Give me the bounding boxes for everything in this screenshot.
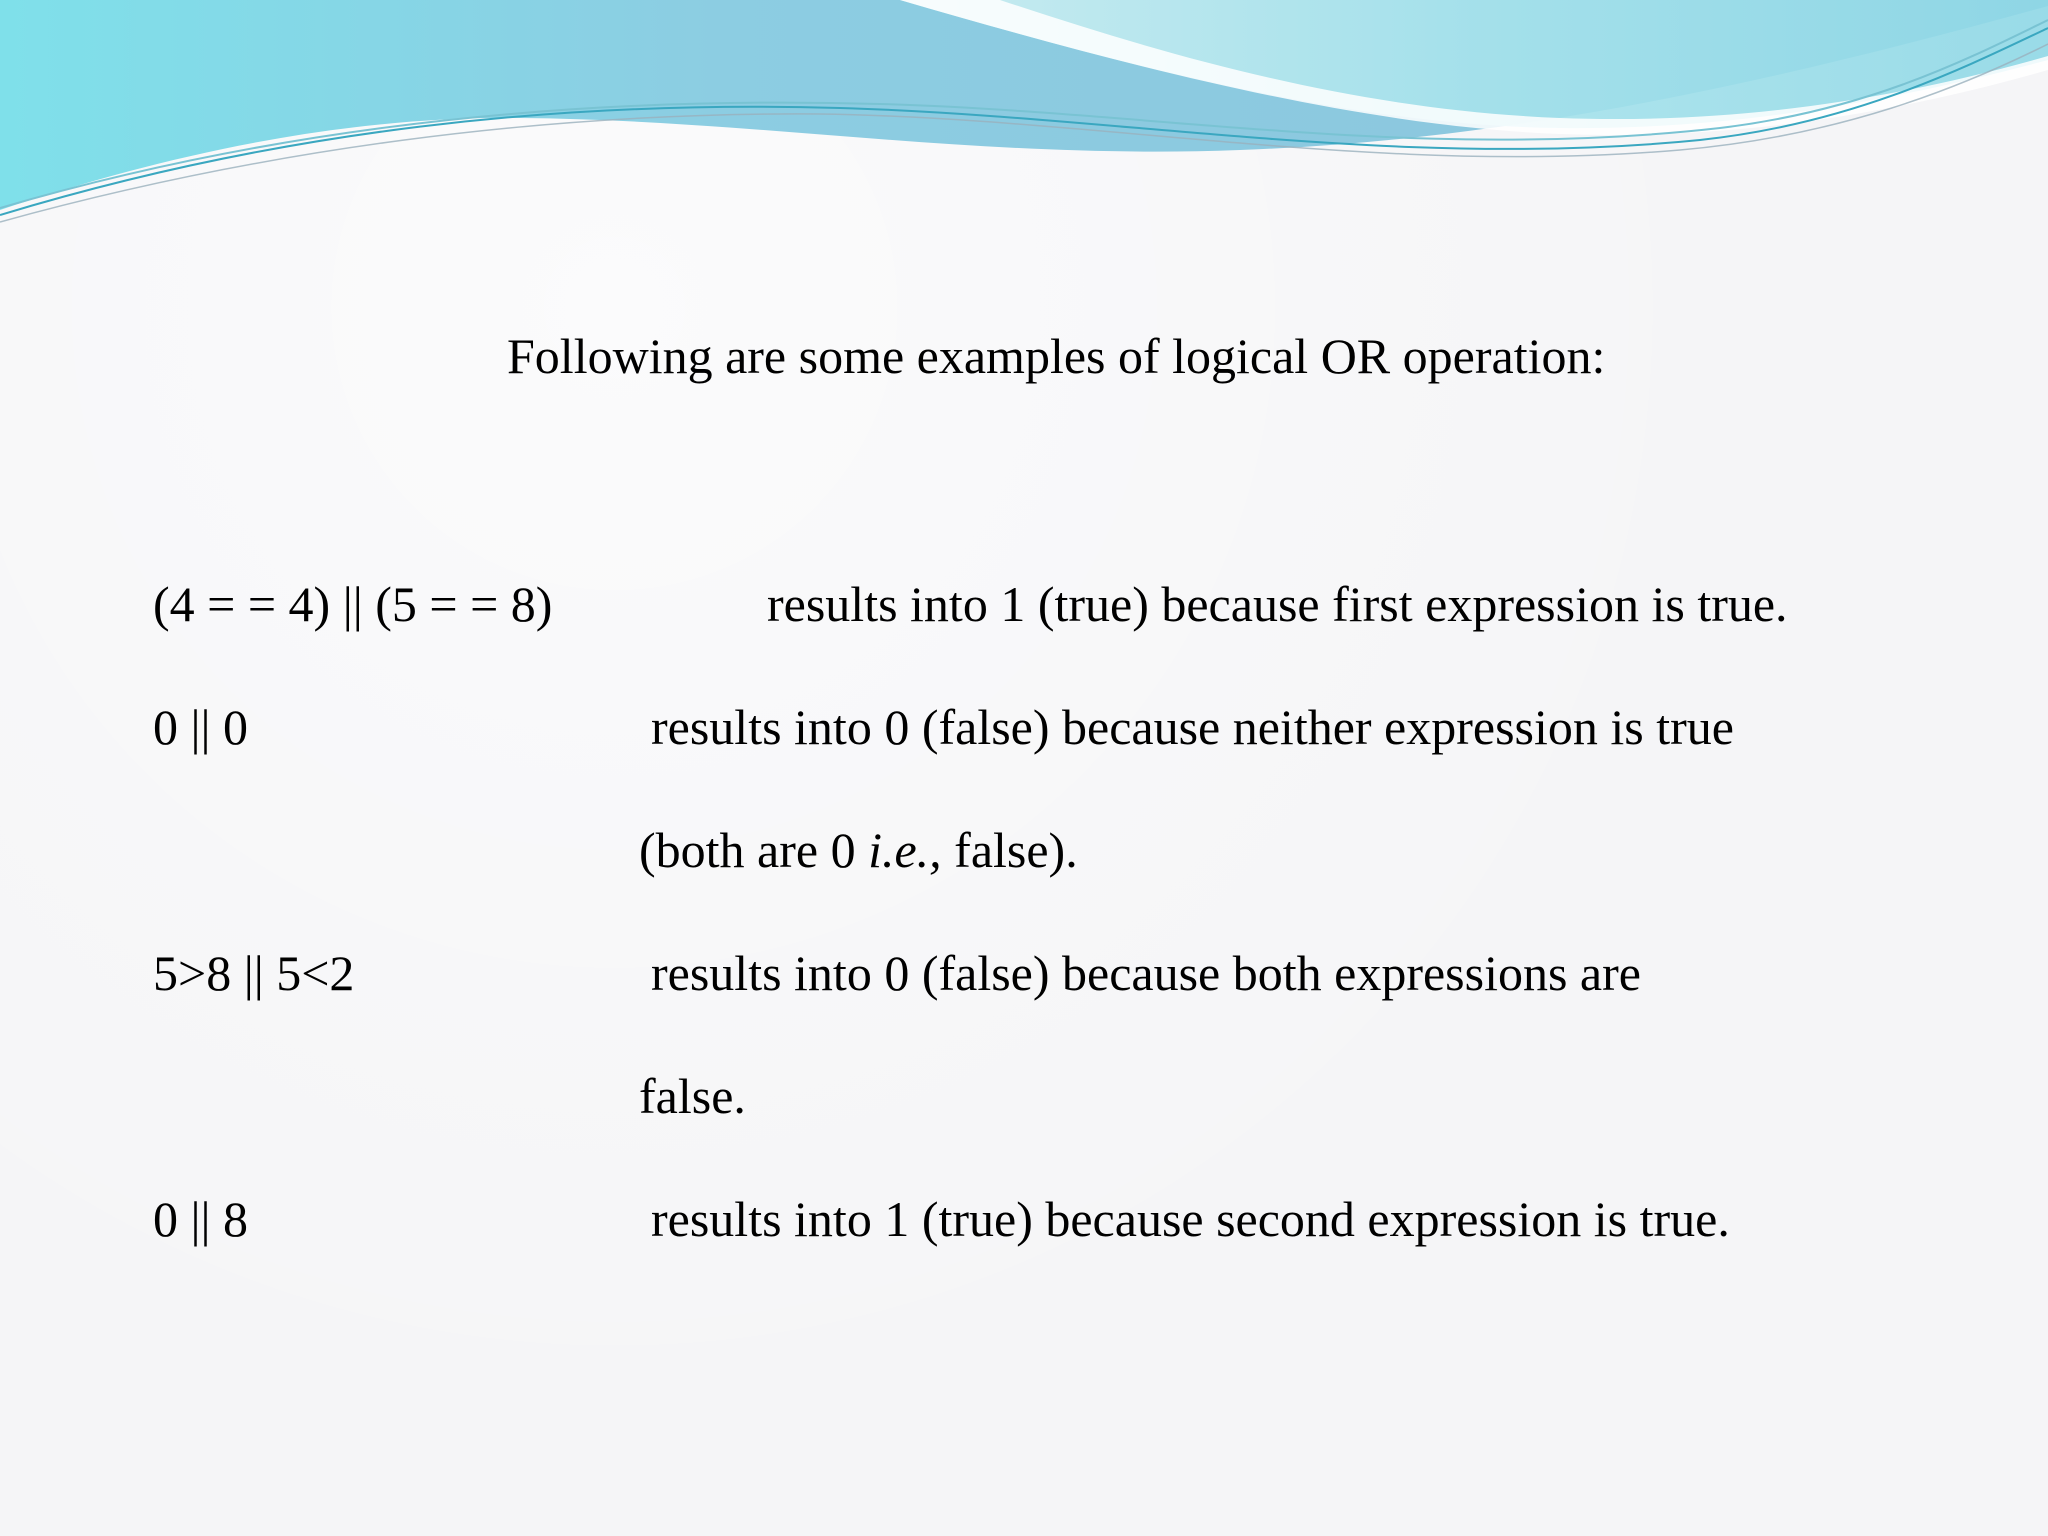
example-description-continued <box>639 820 1078 880</box>
example-description: results into 1 (true) because first expression is true. <box>767 576 1788 632</box>
example-description: results into 1 (true) because second expression is true. <box>651 1191 1730 1247</box>
slide-title: Following are some examples of logical OR operation: <box>507 328 1606 384</box>
example-description: results into 0 (false) because neither expression is true <box>651 699 1734 755</box>
example-expression: 0 || 8 <box>153 1191 249 1247</box>
wave-banner <box>0 0 2048 240</box>
example-expression: 0 || 0 <box>153 699 249 755</box>
text-segment: (both are 0 <box>639 822 869 878</box>
text-segment: false). <box>941 822 1078 878</box>
example-description-continued: false. <box>639 1068 746 1124</box>
italic-abbreviation: i.e., <box>868 822 942 878</box>
example-expression: 5>8 || 5<2 <box>153 945 355 1001</box>
example-expression: (4 = = 4) || (5 = = 8) <box>153 576 553 632</box>
example-description: results into 0 (false) because both expressions are <box>651 945 1641 1001</box>
